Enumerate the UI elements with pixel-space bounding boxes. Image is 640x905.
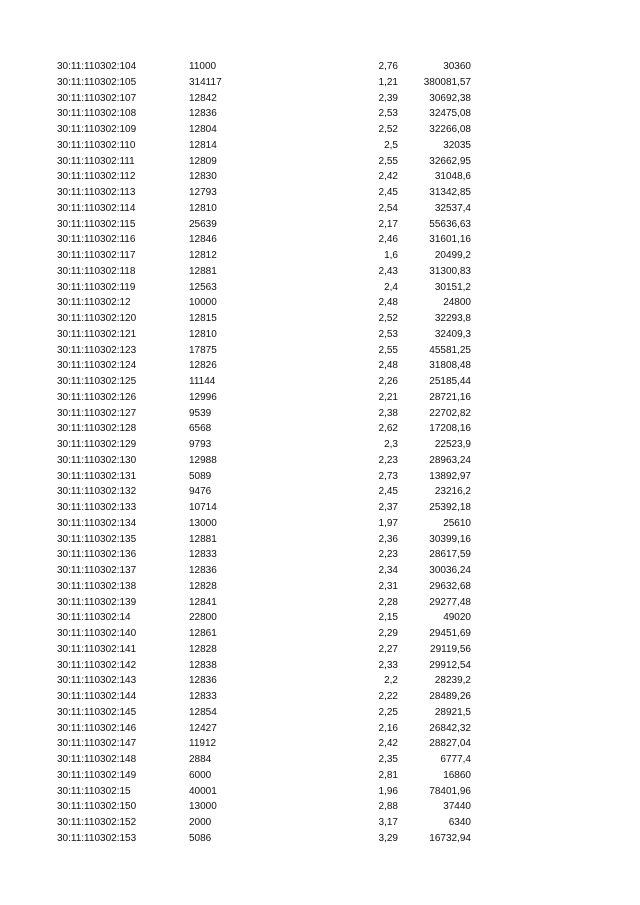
area-cell[interactable]: 9476 <box>189 486 212 498</box>
rate-cell[interactable]: 2,2 <box>384 675 398 687</box>
rate-cell[interactable]: 2,42 <box>378 738 398 750</box>
cadastral-number-cell[interactable]: 30:11:110302:131 <box>57 470 137 482</box>
table-row <box>0 579 640 595</box>
table-row <box>0 768 640 784</box>
table-row <box>0 232 640 248</box>
table-row <box>0 264 640 280</box>
rate-cell[interactable]: 2,3 <box>384 439 398 450</box>
table-row <box>0 295 640 311</box>
total-cell[interactable]: 37440 <box>443 801 471 813</box>
cadastral-number-cell[interactable]: 30:11:110302:126 <box>57 391 137 403</box>
rate-cell[interactable]: 2,33 <box>378 659 398 671</box>
spreadsheet-table <box>0 59 640 847</box>
rate-cell[interactable]: 2,35 <box>378 754 398 765</box>
table-row <box>0 421 640 437</box>
area-cell[interactable]: 9793 <box>189 439 212 450</box>
total-cell[interactable]: 30360 <box>443 61 471 72</box>
cadastral-number-cell[interactable]: 30:11:110302:134 <box>57 517 137 529</box>
total-cell[interactable]: 380081,57 <box>423 76 471 88</box>
area-cell[interactable]: 11000 <box>189 61 217 72</box>
total-cell[interactable]: 32293,8 <box>434 313 471 324</box>
total-cell[interactable]: 23216,2 <box>434 486 471 498</box>
total-cell[interactable]: 28721,16 <box>429 391 471 403</box>
rate-cell[interactable]: 2,45 <box>378 187 398 198</box>
table-row <box>0 673 640 689</box>
rate-cell[interactable]: 2,38 <box>378 407 398 419</box>
table-row <box>0 547 640 563</box>
area-cell[interactable]: 12563 <box>189 281 217 293</box>
rate-cell[interactable]: 1,6 <box>384 250 398 261</box>
rate-cell[interactable]: 2,46 <box>378 234 398 246</box>
cadastral-number-cell[interactable]: 30:11:110302:152 <box>57 817 137 828</box>
total-cell[interactable]: 32266,08 <box>429 124 471 135</box>
rate-cell[interactable]: 2,73 <box>378 470 398 482</box>
total-cell[interactable]: 29632,68 <box>429 580 471 592</box>
rate-cell[interactable]: 3,17 <box>378 817 398 828</box>
cadastral-number-cell[interactable]: 30:11:110302:147 <box>57 738 137 750</box>
table-row <box>0 280 640 296</box>
rate-cell[interactable]: 2,4 <box>384 281 398 293</box>
table-row <box>0 500 640 516</box>
rate-cell[interactable]: 2,42 <box>378 171 398 183</box>
rate-cell[interactable]: 2,28 <box>378 596 398 608</box>
cadastral-number-cell[interactable]: 30:11:110302:108 <box>57 108 137 120</box>
area-cell[interactable]: 17875 <box>189 344 217 356</box>
area-cell[interactable]: 2884 <box>189 754 212 765</box>
area-cell[interactable]: 12988 <box>189 454 217 466</box>
area-cell[interactable]: 12881 <box>189 533 217 545</box>
area-cell[interactable]: 12427 <box>189 722 217 734</box>
rate-cell[interactable]: 2,16 <box>378 722 398 734</box>
table-row <box>0 610 640 626</box>
area-cell[interactable]: 12804 <box>189 124 217 135</box>
area-cell[interactable]: 12854 <box>189 706 217 718</box>
table-row <box>0 626 640 642</box>
total-cell[interactable]: 28827,04 <box>429 738 471 750</box>
total-cell[interactable]: 29451,69 <box>429 628 471 639</box>
table-row <box>0 122 640 138</box>
area-cell[interactable]: 12861 <box>189 628 217 639</box>
total-cell[interactable]: 31808,48 <box>429 360 471 372</box>
rate-cell[interactable]: 3,29 <box>378 832 398 844</box>
table-row <box>0 390 640 406</box>
cadastral-number-cell[interactable]: 30:11:110302:121 <box>57 328 137 340</box>
rate-cell[interactable]: 2,29 <box>378 628 398 639</box>
cadastral-number-cell[interactable]: 30:11:110302:130 <box>57 454 137 466</box>
rate-cell[interactable]: 2,54 <box>378 202 398 214</box>
area-cell[interactable]: 13000 <box>189 517 217 529</box>
rate-cell[interactable]: 2,43 <box>378 265 398 277</box>
cadastral-number-cell[interactable]: 30:11:110302:123 <box>57 344 137 356</box>
table-row <box>0 469 640 485</box>
table-row <box>0 75 640 91</box>
area-cell[interactable]: 5089 <box>189 470 212 482</box>
total-cell[interactable]: 31048,6 <box>434 171 471 183</box>
total-cell[interactable]: 22523,9 <box>434 439 471 450</box>
table-row <box>0 642 640 658</box>
total-cell[interactable]: 22702,82 <box>429 407 471 419</box>
table-row <box>0 106 640 122</box>
total-cell[interactable]: 29912,54 <box>429 659 471 671</box>
total-cell[interactable]: 28921,5 <box>434 706 471 718</box>
cadastral-number-cell[interactable]: 30:11:110302:145 <box>57 706 137 718</box>
cadastral-number-cell[interactable]: 30:11:110302:125 <box>57 376 137 387</box>
table-row <box>0 831 640 847</box>
cadastral-number-cell[interactable]: 30:11:110302:137 <box>57 565 137 576</box>
total-cell[interactable]: 24800 <box>443 297 471 309</box>
table-row <box>0 563 640 579</box>
cadastral-number-cell[interactable]: 30:11:110302:119 <box>57 281 136 293</box>
table-row <box>0 752 640 768</box>
total-cell[interactable]: 32035 <box>443 139 471 151</box>
table-row <box>0 154 640 170</box>
rate-cell[interactable]: 2,36 <box>378 533 398 545</box>
cadastral-number-cell[interactable]: 30:11:110302:127 <box>57 407 137 419</box>
table-row <box>0 484 640 500</box>
table-row <box>0 358 640 374</box>
cadastral-number-cell[interactable]: 30:11:110302:153 <box>57 832 137 844</box>
rate-cell[interactable]: 2,15 <box>378 612 398 624</box>
table-row <box>0 705 640 721</box>
rate-cell[interactable]: 2,81 <box>378 769 398 781</box>
cadastral-number-cell[interactable]: 30:11:110302:15 <box>57 785 131 797</box>
total-cell[interactable]: 6340 <box>448 817 471 828</box>
table-row <box>0 91 640 107</box>
rate-cell[interactable]: 2,31 <box>378 580 398 592</box>
rate-cell[interactable]: 2,27 <box>378 643 398 655</box>
table-row <box>0 532 640 548</box>
total-cell[interactable]: 20499,2 <box>434 250 471 261</box>
rate-cell[interactable]: 2,48 <box>378 297 398 309</box>
table-row <box>0 689 640 705</box>
rate-cell[interactable]: 1,96 <box>378 785 398 797</box>
total-cell[interactable]: 30036,24 <box>429 565 471 576</box>
rate-cell[interactable]: 2,53 <box>378 108 398 120</box>
cadastral-number-cell[interactable]: 30:11:110302:132 <box>57 486 137 498</box>
area-cell[interactable]: 12838 <box>189 659 217 671</box>
total-cell[interactable]: 45581,25 <box>429 344 471 356</box>
cadastral-number-cell[interactable]: 30:11:110302:133 <box>57 502 137 513</box>
area-cell[interactable]: 12809 <box>189 155 217 167</box>
rate-cell[interactable]: 2,62 <box>378 423 398 435</box>
area-cell[interactable]: 12836 <box>189 108 217 120</box>
area-cell[interactable]: 2000 <box>189 817 212 828</box>
rate-cell[interactable]: 2,52 <box>378 124 398 135</box>
total-cell[interactable]: 25610 <box>443 517 471 529</box>
total-cell[interactable]: 31601,16 <box>429 234 471 246</box>
rate-cell[interactable]: 2,45 <box>378 486 398 498</box>
cadastral-number-cell[interactable]: 30:11:110302:112 <box>57 171 136 183</box>
area-cell[interactable]: 5086 <box>189 832 212 844</box>
cadastral-number-cell[interactable]: 30:11:110302:109 <box>57 124 137 135</box>
rate-cell[interactable]: 2,76 <box>378 61 398 72</box>
rate-cell[interactable]: 2,21 <box>378 391 398 403</box>
cadastral-number-cell[interactable]: 30:11:110302:115 <box>57 218 136 230</box>
total-cell[interactable]: 29277,48 <box>429 596 471 608</box>
total-cell[interactable]: 6777,4 <box>440 754 471 765</box>
area-cell[interactable]: 12815 <box>189 313 217 324</box>
rate-cell[interactable]: 2,53 <box>378 328 398 340</box>
cadastral-number-cell[interactable]: 30:11:110302:110 <box>57 139 136 151</box>
table-row <box>0 248 640 264</box>
total-cell[interactable]: 13892,97 <box>429 470 471 482</box>
cadastral-number-cell[interactable]: 30:11:110302:14 <box>57 612 131 624</box>
cadastral-number-cell[interactable]: 30:11:110302:136 <box>57 549 137 561</box>
cadastral-number-cell[interactable]: 30:11:110302:113 <box>57 187 136 198</box>
cadastral-number-cell[interactable]: 30:11:110302:124 <box>57 360 137 372</box>
table-row <box>0 721 640 737</box>
total-cell[interactable]: 30151,2 <box>434 281 471 293</box>
cadastral-number-cell[interactable]: 30:11:110302:139 <box>57 596 137 608</box>
rate-cell[interactable]: 2,23 <box>378 454 398 466</box>
area-cell[interactable]: 12810 <box>189 202 217 214</box>
area-cell[interactable]: 12841 <box>189 596 217 608</box>
cadastral-number-cell[interactable]: 30:11:110302:12 <box>57 297 131 309</box>
cadastral-number-cell[interactable]: 30:11:110302:150 <box>57 801 137 813</box>
cadastral-number-cell[interactable]: 30:11:110302:129 <box>57 439 137 450</box>
total-cell[interactable]: 28489,26 <box>429 691 471 702</box>
total-cell[interactable]: 30399,16 <box>429 533 471 545</box>
cadastral-number-cell[interactable]: 30:11:110302:116 <box>57 234 136 246</box>
area-cell[interactable]: 12833 <box>189 549 217 561</box>
area-cell[interactable]: 12828 <box>189 643 217 655</box>
total-cell[interactable]: 32475,08 <box>429 108 471 120</box>
area-cell[interactable]: 10000 <box>189 297 217 309</box>
rate-cell[interactable]: 2,55 <box>378 344 398 356</box>
total-cell[interactable]: 25392,18 <box>429 502 471 513</box>
rate-cell[interactable]: 2,25 <box>378 706 398 718</box>
total-cell[interactable]: 49020 <box>443 612 471 624</box>
cadastral-number-cell[interactable]: 30:11:110302:107 <box>57 92 137 104</box>
cadastral-number-cell[interactable]: 30:11:110302:117 <box>57 250 136 261</box>
table-row <box>0 595 640 611</box>
area-cell[interactable]: 12814 <box>189 139 217 151</box>
table-row <box>0 201 640 217</box>
total-cell[interactable]: 26842,32 <box>429 722 471 734</box>
cadastral-number-cell[interactable]: 30:11:110302:140 <box>57 628 137 639</box>
table-row <box>0 169 640 185</box>
total-cell[interactable]: 31300,83 <box>429 265 471 277</box>
total-cell[interactable]: 29119,56 <box>430 643 471 655</box>
table-row <box>0 59 640 75</box>
area-cell[interactable]: 40001 <box>189 785 217 797</box>
cadastral-number-cell[interactable]: 30:11:110302:135 <box>57 533 137 545</box>
rate-cell[interactable]: 2,5 <box>384 139 398 151</box>
area-cell[interactable]: 12812 <box>189 250 217 261</box>
table-row <box>0 799 640 815</box>
table-row <box>0 311 640 327</box>
table-row <box>0 437 640 453</box>
area-cell[interactable]: 22800 <box>189 612 217 624</box>
rate-cell[interactable]: 2,37 <box>378 502 398 513</box>
table-row <box>0 453 640 469</box>
cadastral-number-cell[interactable]: 30:11:110302:128 <box>57 423 137 435</box>
area-cell[interactable]: 11144 <box>189 376 216 387</box>
area-cell[interactable]: 12836 <box>189 565 217 576</box>
rate-cell[interactable]: 2,52 <box>378 313 398 324</box>
table-row <box>0 406 640 422</box>
cadastral-number-cell[interactable]: 30:11:110302:144 <box>57 691 137 702</box>
rate-cell[interactable]: 2,23 <box>378 549 398 561</box>
total-cell[interactable]: 78401,96 <box>429 785 471 797</box>
table-row <box>0 516 640 532</box>
table-row <box>0 185 640 201</box>
total-cell[interactable]: 16732,94 <box>429 832 471 844</box>
rate-cell[interactable]: 2,22 <box>378 691 398 702</box>
total-cell[interactable]: 17208,16 <box>429 423 471 435</box>
table-row <box>0 217 640 233</box>
total-cell[interactable]: 28963,24 <box>429 454 471 466</box>
cadastral-number-cell[interactable]: 30:11:110302:143 <box>57 675 137 687</box>
table-row <box>0 327 640 343</box>
table-row <box>0 815 640 831</box>
area-cell[interactable]: 10714 <box>189 502 217 513</box>
area-cell[interactable]: 6568 <box>189 423 212 435</box>
total-cell[interactable]: 25185,44 <box>429 376 471 387</box>
area-cell[interactable]: 6000 <box>189 769 212 781</box>
cadastral-number-cell[interactable]: 30:11:110302:120 <box>57 313 137 324</box>
total-cell[interactable]: 32409,3 <box>434 328 471 340</box>
area-cell[interactable]: 12836 <box>189 675 217 687</box>
rate-cell[interactable]: 2,55 <box>378 155 398 167</box>
rate-cell[interactable]: 2,39 <box>378 92 398 104</box>
cadastral-number-cell[interactable]: 30:11:110302:138 <box>57 580 137 592</box>
area-cell[interactable]: 12881 <box>189 265 217 277</box>
total-cell[interactable]: 55636,63 <box>429 218 471 230</box>
cadastral-number-cell[interactable]: 30:11:110302:141 <box>57 643 137 655</box>
total-cell[interactable]: 28617,59 <box>429 549 471 561</box>
rate-cell[interactable]: 2,26 <box>378 376 398 387</box>
area-cell[interactable]: 13000 <box>189 801 217 813</box>
cadastral-number-cell[interactable]: 30:11:110302:148 <box>57 754 137 765</box>
area-cell[interactable]: 12833 <box>189 691 217 702</box>
area-cell[interactable]: 12826 <box>189 360 217 372</box>
area-cell[interactable]: 12793 <box>189 187 217 198</box>
cadastral-number-cell[interactable]: 30:11:110302:118 <box>57 265 136 277</box>
cadastral-number-cell[interactable]: 30:11:110302:114 <box>57 202 136 214</box>
table-row <box>0 784 640 800</box>
total-cell[interactable]: 32537,4 <box>434 202 471 214</box>
area-cell[interactable]: 314117 <box>189 76 222 88</box>
rate-cell[interactable]: 1,97 <box>378 517 398 529</box>
area-cell[interactable]: 11912 <box>189 738 217 750</box>
total-cell[interactable]: 28239,2 <box>434 675 471 687</box>
rate-cell[interactable]: 2,88 <box>378 801 398 813</box>
table-row <box>0 736 640 752</box>
area-cell[interactable]: 25639 <box>189 218 217 230</box>
area-cell[interactable]: 12996 <box>189 391 217 403</box>
cadastral-number-cell[interactable]: 30:11:110302:105 <box>57 76 137 88</box>
rate-cell[interactable]: 2,17 <box>378 218 398 230</box>
cadastral-number-cell[interactable]: 30:11:110302:104 <box>57 61 137 72</box>
area-cell[interactable]: 12828 <box>189 580 217 592</box>
total-cell[interactable]: 16860 <box>443 769 471 781</box>
total-cell[interactable]: 32662,95 <box>429 155 471 167</box>
total-cell[interactable]: 30692,38 <box>429 92 471 104</box>
area-cell[interactable]: 12810 <box>189 328 217 340</box>
cadastral-number-cell[interactable]: 30:11:110302:111 <box>57 155 135 167</box>
cadastral-number-cell[interactable]: 30:11:110302:149 <box>57 769 137 781</box>
cadastral-number-cell[interactable]: 30:11:110302:146 <box>57 722 137 734</box>
area-cell[interactable]: 12842 <box>189 92 217 104</box>
rate-cell[interactable]: 1,21 <box>378 76 398 88</box>
table-row <box>0 658 640 674</box>
rate-cell[interactable]: 2,34 <box>378 565 398 576</box>
area-cell[interactable]: 12846 <box>189 234 217 246</box>
table-row <box>0 374 640 390</box>
table-row <box>0 343 640 359</box>
cadastral-number-cell[interactable]: 30:11:110302:142 <box>57 659 137 671</box>
area-cell[interactable]: 9539 <box>189 407 212 419</box>
rate-cell[interactable]: 2,48 <box>378 360 398 372</box>
total-cell[interactable]: 31342,85 <box>429 187 471 198</box>
area-cell[interactable]: 12830 <box>189 171 217 183</box>
table-row <box>0 138 640 154</box>
